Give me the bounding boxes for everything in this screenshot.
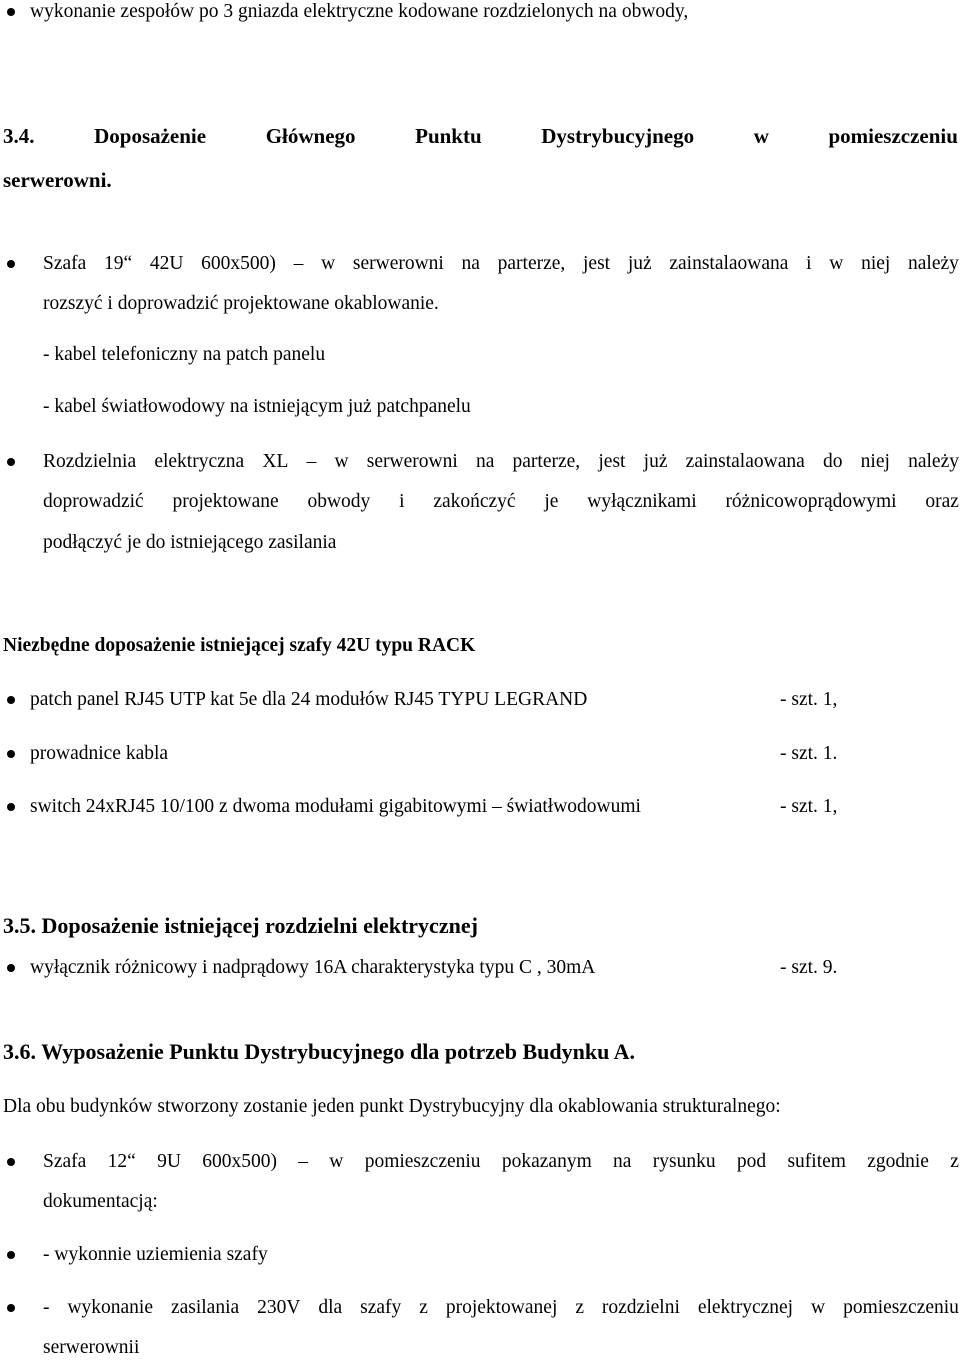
s36-item-szafa-12-line2: dokumentacją:	[43, 1191, 158, 1212]
bullet-icon	[7, 8, 15, 16]
list-item-rozdzielnia-line3: podłączyć je do istniejącego zasilania	[43, 532, 337, 553]
word: różnicowoprądowymi	[725, 491, 897, 512]
word: rozdzielni	[601, 1297, 680, 1318]
s36-item-szafa-12	[43, 1150, 959, 1174]
rack-item-name: switch 24xRJ45 10/100 z dwoma modułami gigabitowymi – światłwodowumi	[30, 796, 641, 817]
bullet-icon	[7, 803, 15, 811]
word: pokazanym	[501, 1151, 592, 1172]
word: jest	[598, 451, 626, 472]
sub-item: - kabel telefoniczny na patch panelu	[43, 344, 326, 365]
word: obwody	[307, 491, 371, 512]
s36-intro: Dla obu budynków stworzony zostanie jeden punkt Dystrybucyjny dla okablowania strukturalnego:	[3, 1096, 781, 1117]
bullet-icon	[7, 750, 15, 758]
word: w	[334, 451, 349, 472]
word: Doposażenie	[94, 124, 207, 148]
word: –	[293, 253, 304, 274]
word: już	[627, 253, 652, 274]
bullet-icon	[7, 1158, 15, 1166]
list-item: wykonanie zespołów po 3 gniazda elektryczne kodowane rozdzielonych na obwody,	[30, 1, 689, 22]
rack-item-name: prowadnice kabla	[30, 743, 169, 764]
word: należy	[908, 253, 959, 274]
word: elektryczna	[154, 451, 245, 472]
section-heading-3-4	[3, 124, 958, 148]
word: rysunku	[652, 1151, 716, 1172]
list-item-rozdzielnia	[43, 450, 959, 474]
bullet-icon	[7, 1304, 15, 1312]
word: Szafa	[43, 253, 87, 274]
list-item-rozdzielnia-line2	[43, 490, 959, 514]
word: oraz	[925, 491, 959, 512]
word: serwerowni	[366, 451, 458, 472]
word: doprowadzić	[43, 491, 144, 512]
word: wykonanie	[67, 1297, 153, 1318]
word: Głównego	[265, 124, 356, 148]
word: Punktu	[415, 124, 482, 148]
word: Szafa	[43, 1151, 87, 1172]
word: serwerowni	[352, 253, 444, 274]
word: je	[544, 491, 559, 512]
word: –	[306, 451, 317, 472]
word: sufitem	[787, 1151, 846, 1172]
bullet-icon	[7, 260, 15, 268]
word: w	[329, 1151, 344, 1172]
word: zainstalaowana	[669, 253, 789, 274]
word: z	[419, 1297, 428, 1318]
word: projektowanej	[445, 1297, 558, 1318]
rack-item-qty: - szt. 1,	[780, 689, 838, 710]
word: pomieszczeniu	[843, 1297, 959, 1318]
rack-heading: Niezbędne doposażenie istniejącej szafy 42U typu RACK	[3, 635, 476, 656]
s36-item-zasilanie	[43, 1296, 959, 1320]
word: Dystrybucyjnego	[541, 124, 695, 148]
word: szafy	[360, 1297, 402, 1318]
word: w	[829, 253, 844, 274]
word: zgodnie	[867, 1151, 929, 1172]
word: 230V	[257, 1297, 301, 1318]
word: 42U	[149, 253, 184, 274]
word: już	[643, 451, 668, 472]
word: zainstalaowana	[685, 451, 805, 472]
word: parterze,	[497, 253, 566, 274]
word: –	[298, 1151, 308, 1172]
word: dla	[318, 1297, 343, 1318]
rack-item-name: patch panel RJ45 UTP kat 5e dla 24 modułów RJ45 TYPU LEGRAND	[30, 689, 588, 710]
word: jest	[583, 253, 611, 274]
word: zasilania	[170, 1297, 240, 1318]
word: i	[399, 491, 405, 512]
word: XL	[262, 451, 289, 472]
section-heading-3-5: 3.5. Doposażenie istniejącej rozdzielni elektrycznej	[3, 913, 478, 938]
s35-item-name: wyłącznik różnicowy i nadprądowy 16A charakterystyka typu C , 30mA	[30, 957, 596, 978]
word: 19“	[104, 253, 133, 274]
list-item-szafa-19-line2: rozszyć i doprowadzić projektowane okablowanie.	[43, 293, 439, 314]
bullet-icon	[7, 964, 15, 972]
word: na	[613, 1151, 632, 1172]
s36-item-zasilanie-line2: serwerownii	[43, 1337, 140, 1358]
bullet-icon	[7, 696, 15, 704]
word: niej	[861, 253, 891, 274]
word: na	[475, 451, 495, 472]
list-item-szafa-19	[43, 252, 959, 276]
word: pod	[736, 1151, 767, 1172]
word: pomieszczeniu	[828, 124, 958, 148]
word: 3.4.	[3, 124, 35, 148]
section-heading-3-6: 3.6. Wyposażenie Punktu Dystrybucyjnego dla potrzeb Budynku A.	[3, 1039, 635, 1064]
word: w	[321, 253, 336, 274]
word: z	[575, 1297, 584, 1318]
word: w	[753, 124, 769, 148]
word: pomieszczeniu	[364, 1151, 481, 1172]
word: elektrycznej	[697, 1297, 794, 1318]
word: 600x500)	[202, 1151, 277, 1172]
word: parterze,	[512, 451, 581, 472]
word: z	[950, 1151, 959, 1172]
bullet-icon	[7, 1251, 15, 1259]
sub-item: - kabel światłowodowy na istniejącym już patchpanelu	[43, 396, 471, 417]
word: 12“	[107, 1151, 136, 1172]
word: do	[822, 451, 843, 472]
word: należy	[908, 451, 959, 472]
word: na	[461, 253, 480, 274]
s35-item-qty: - szt. 9.	[780, 957, 838, 978]
bullet-icon	[7, 458, 15, 466]
word: niej	[860, 451, 890, 472]
word: projektowane	[172, 491, 279, 512]
word: -	[43, 1297, 50, 1318]
word: w	[811, 1297, 826, 1318]
word: 9U	[157, 1151, 181, 1172]
word: i	[806, 253, 812, 274]
rack-item-qty: - szt. 1,	[780, 796, 838, 817]
word: wyłącznikami	[587, 491, 697, 512]
word: 600x500)	[201, 253, 276, 274]
word: zakończyć	[433, 491, 516, 512]
s36-item-uziemienie: - wykonnie uziemienia szafy	[43, 1244, 268, 1265]
word: Rozdzielnia	[43, 451, 137, 472]
section-heading-3-4-line2: serwerowni.	[3, 168, 112, 192]
rack-item-qty: - szt. 1.	[780, 743, 838, 764]
